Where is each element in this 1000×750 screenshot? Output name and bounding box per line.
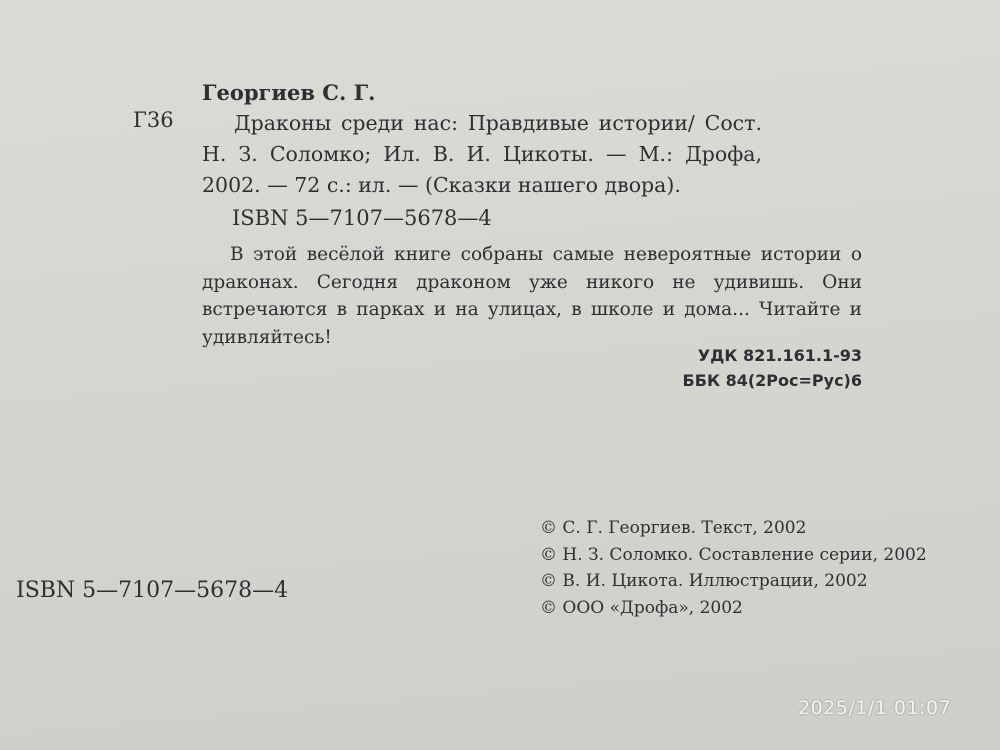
copyright-line: © В. И. Цикота. Иллюстрации, 2002 [540,571,868,591]
copyright-notices [540,515,927,621]
annotation-paragraph [202,241,862,351]
bbk-code: ББК 84(2Рос=Рус)6 [682,371,862,390]
annotation-line: драконах. Сегодня драконом уже никого не удивишь. Они [202,271,862,293]
author-mark: Г36 [133,108,174,132]
title-line: Н. З. Соломко; Ил. В. И. Цикоты. — М.: Дрофа, [202,142,762,166]
title-description [202,108,762,201]
copyright-line: © Н. З. Соломко. Составление серии, 2002 [540,544,927,565]
annotation-line: удивляйтесь! [202,326,332,348]
author-heading: Георгиев С. Г. [202,80,376,105]
isbn-bottom: ISBN 5—7107—5678—4 [16,578,289,603]
annotation-line: встречаются в парках и на улицах, в школе и дома... Читайте и [202,299,862,320]
isbn-record: ISBN 5—7107—5678—4 [232,206,492,230]
udk-code: УДК 821.161.1-93 [697,346,862,365]
photo-timestamp: 2025/1/1 01:07 [798,697,952,719]
title-line: Драконы среди нас: Правдивые истории/ Сост. [234,111,762,135]
copyright-line: © С. Г. Георгиев. Текст, 2002 [540,518,807,538]
annotation-line: В этой весёлой книге собраны самые невероятные истории о [230,244,862,265]
classification-codes [590,343,862,393]
copyright-line: © ООО «Дрофа», 2002 [540,597,743,618]
title-line: 2002. — 72 с.: ил. — (Сказки нашего двора). [202,173,681,197]
